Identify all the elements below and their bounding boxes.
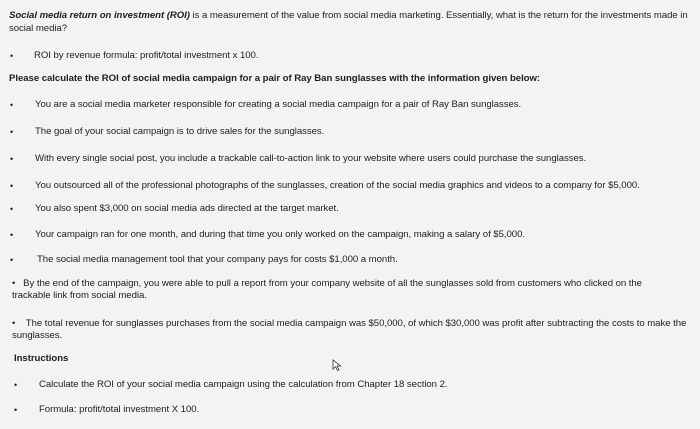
intro-paragraph: [9, 10, 697, 35]
wrapped-fact-item: [12, 278, 682, 302]
mouse-cursor-icon: [332, 359, 342, 371]
bullet-icon: •: [10, 181, 14, 191]
bullet-icon: •: [10, 255, 14, 265]
bullet-icon: •: [10, 204, 14, 214]
instruction-item: Formula: profit/total investment X 100.: [39, 404, 200, 415]
fact-item: The goal of your social campaign is to drive sales for the sunglasses.: [35, 126, 325, 137]
bullet-icon: •: [10, 100, 14, 110]
bullet-icon: •: [14, 405, 18, 415]
bullet-icon: •: [12, 318, 16, 329]
bullet-icon: •: [10, 154, 14, 164]
fact-item: The social media management tool that your company pays for costs $1,000 a month.: [37, 254, 398, 265]
wrapped-fact-text: The total revenue for sunglasses purchases from the social media campaign was $50,000, of which $30,000 was profit after subtracting the costs to make the sunglasses.: [12, 318, 687, 341]
intro-lead: Social media return on investment (ROI): [9, 10, 190, 21]
bullet-icon: •: [10, 127, 14, 137]
wrapped-fact-item: [12, 318, 692, 342]
fact-item: You also spent $3,000 on social media ads directed at the target market.: [35, 203, 339, 214]
fact-item: You are a social media marketer responsible for creating a social media campaign for a pair of Ray Ban sunglasses.: [35, 99, 522, 110]
wrapped-fact-text: By the end of the campaign, you were able to pull a report from your company website of all the sunglasses sold from customers who clicked on the trackable link from social media.: [12, 278, 642, 301]
intro-rest: is a measurement of the value from social media marketing. Essentially, what is the return for the investments made in social media?: [9, 10, 688, 34]
bullet-icon: •: [14, 380, 18, 390]
fact-item: Your campaign ran for one month, and during that time you only worked on the campaign, making a salary of $5,000.: [35, 229, 525, 240]
fact-item: You outsourced all of the professional photographs of the sunglasses, creation of the social media graphics and videos to a company for $5,000.: [35, 180, 640, 191]
bullet-icon: •: [10, 51, 14, 61]
instructions-heading: Instructions: [14, 353, 69, 364]
instruction-item: Calculate the ROI of your social media campaign using the calculation from Chapter 18 section 2.: [39, 379, 448, 390]
formula-bullet-text: ROI by revenue formula: profit/total investment x 100.: [34, 50, 259, 61]
question-heading: Please calculate the ROI of social media campaign for a pair of Ray Ban sunglasses with the information given below:: [9, 73, 541, 84]
bullet-icon: •: [12, 278, 16, 289]
bullet-icon: •: [10, 230, 14, 240]
fact-item: With every single social post, you include a trackable call-to-action link to your website where users could purchase the sunglasses.: [35, 153, 587, 164]
